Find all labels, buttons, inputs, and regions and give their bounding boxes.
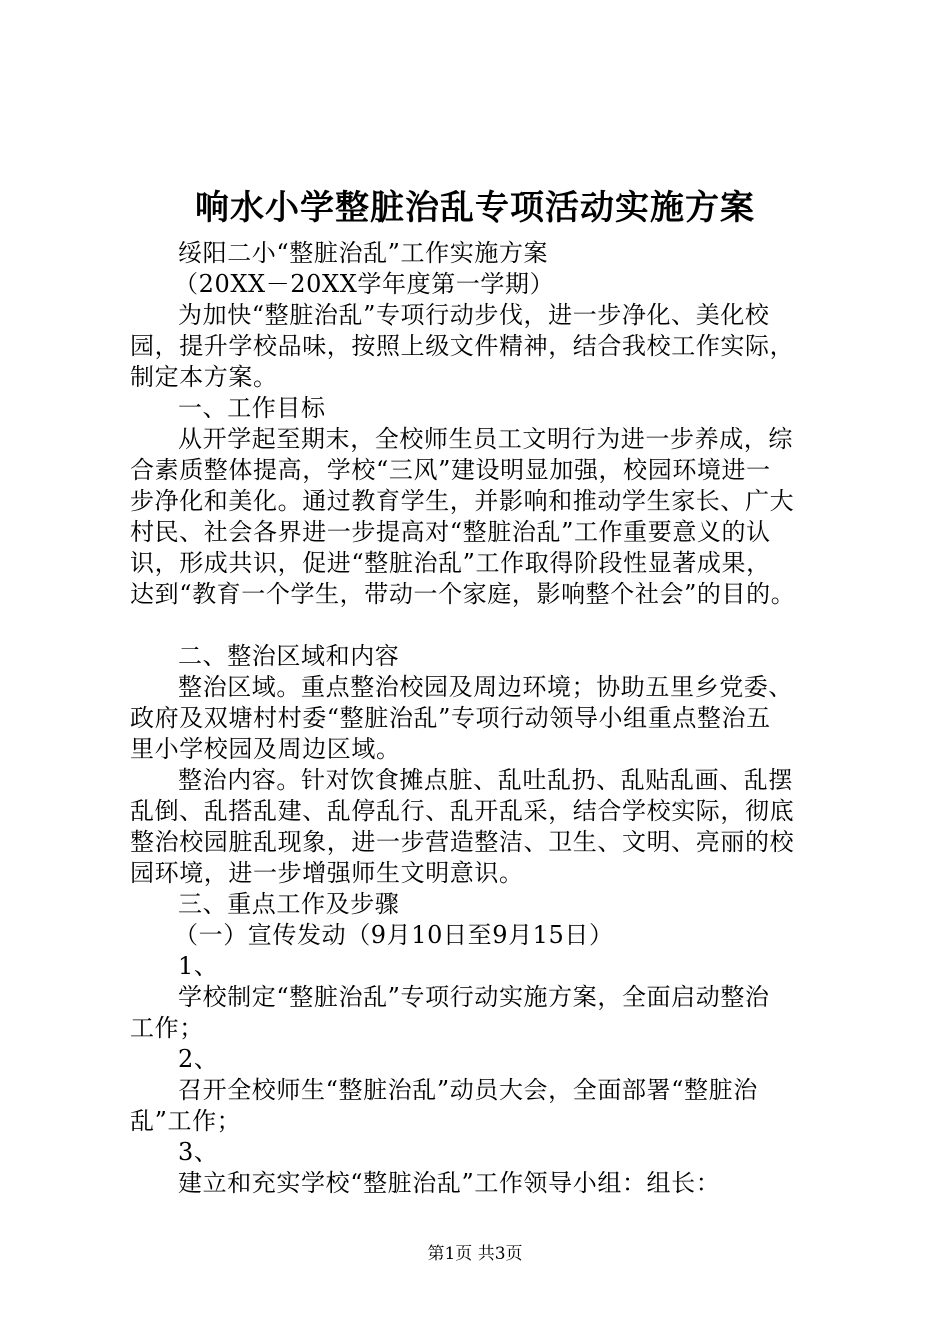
paragraph-line: 整治内容。针对饮食摊点脏、乱吐乱扔、乱贴乱画、乱摆 [178, 766, 793, 794]
blank-line [130, 610, 842, 641]
page-footer: 第1页 共3页 [427, 1244, 523, 1264]
list-number: 1、 [178, 952, 219, 980]
section-heading: 一、工作目标 [178, 394, 326, 422]
paragraph-line: 学校制定“整脏治乱”专项行动实施方案，全面启动整治 [178, 983, 770, 1011]
document-title: 响水小学整脏治乱专项活动实施方案 [195, 188, 755, 228]
paragraph-line: 从开学起至期末，全校师生员工文明行为进一步养成，综 [178, 425, 793, 453]
paragraph-line: 工作； [130, 1014, 204, 1042]
list-number: 3、 [178, 1138, 219, 1166]
paragraph-line: 建立和充实学校“整脏治乱”工作领导小组：组长： [178, 1169, 721, 1197]
paragraph-line: 制定本方案。 [130, 363, 278, 391]
paragraph-line: 整治区域。重点整治校园及周边环境；协助五里乡党委、 [178, 673, 793, 701]
paragraph-line: 整治校园脏乱现象，进一步营造整洁、卫生、文明、亮丽的校 [130, 828, 795, 856]
subtitle-line: 绥阳二小“整脏治乱”工作实施方案 [178, 239, 549, 267]
paragraph-line: 召开全校师生“整脏治乱”动员大会，全面部署“整脏治 [178, 1076, 758, 1104]
paragraph-line: 合素质整体提高，学校“三风”建设明显加强，校园环境进一 [130, 456, 771, 484]
paragraph-line: 为加快“整脏治乱”专项行动步伐，进一步净化、美化校 [178, 301, 770, 329]
section-heading: 三、重点工作及步骤 [178, 890, 400, 918]
paragraph-line: 达到“教育一个学生，带动一个家庭，影响整个社会”的目的。 [130, 580, 796, 608]
document-body [130, 238, 842, 1199]
section-heading: 二、整治区域和内容 [178, 642, 400, 670]
paragraph-line: 园，提升学校品味，按照上级文件精神，结合我校工作实际， [130, 332, 795, 360]
paragraph-line: 园环境，进一步增强师生文明意识。 [130, 859, 524, 887]
semester-line: （20XX－20XX学年度第一学期） [174, 270, 555, 298]
paragraph-line: 政府及双塘村村委“整脏治乱”专项行动领导小组重点整治五 [130, 704, 771, 732]
paragraph-line: 识，形成共识，促进“整脏治乱”工作取得阶段性显著成果， [130, 549, 771, 577]
paragraph-line: 乱倒、乱搭乱建、乱停乱行、乱开乱采，结合学校实际，彻底 [130, 797, 795, 825]
paragraph-line: 步净化和美化。通过教育学生，并影响和推动学生家长、广大 [130, 487, 795, 515]
list-number: 2、 [178, 1045, 219, 1073]
paragraph-line: 村民、社会各界进一步提高对“整脏治乱”工作重要意义的认 [130, 518, 771, 546]
paragraph-line: 乱”工作； [130, 1107, 242, 1135]
subsection-heading: （一）宣传发动（9月10日至9月15日） [174, 921, 614, 949]
paragraph-line: 里小学校园及周边区域。 [130, 735, 401, 763]
